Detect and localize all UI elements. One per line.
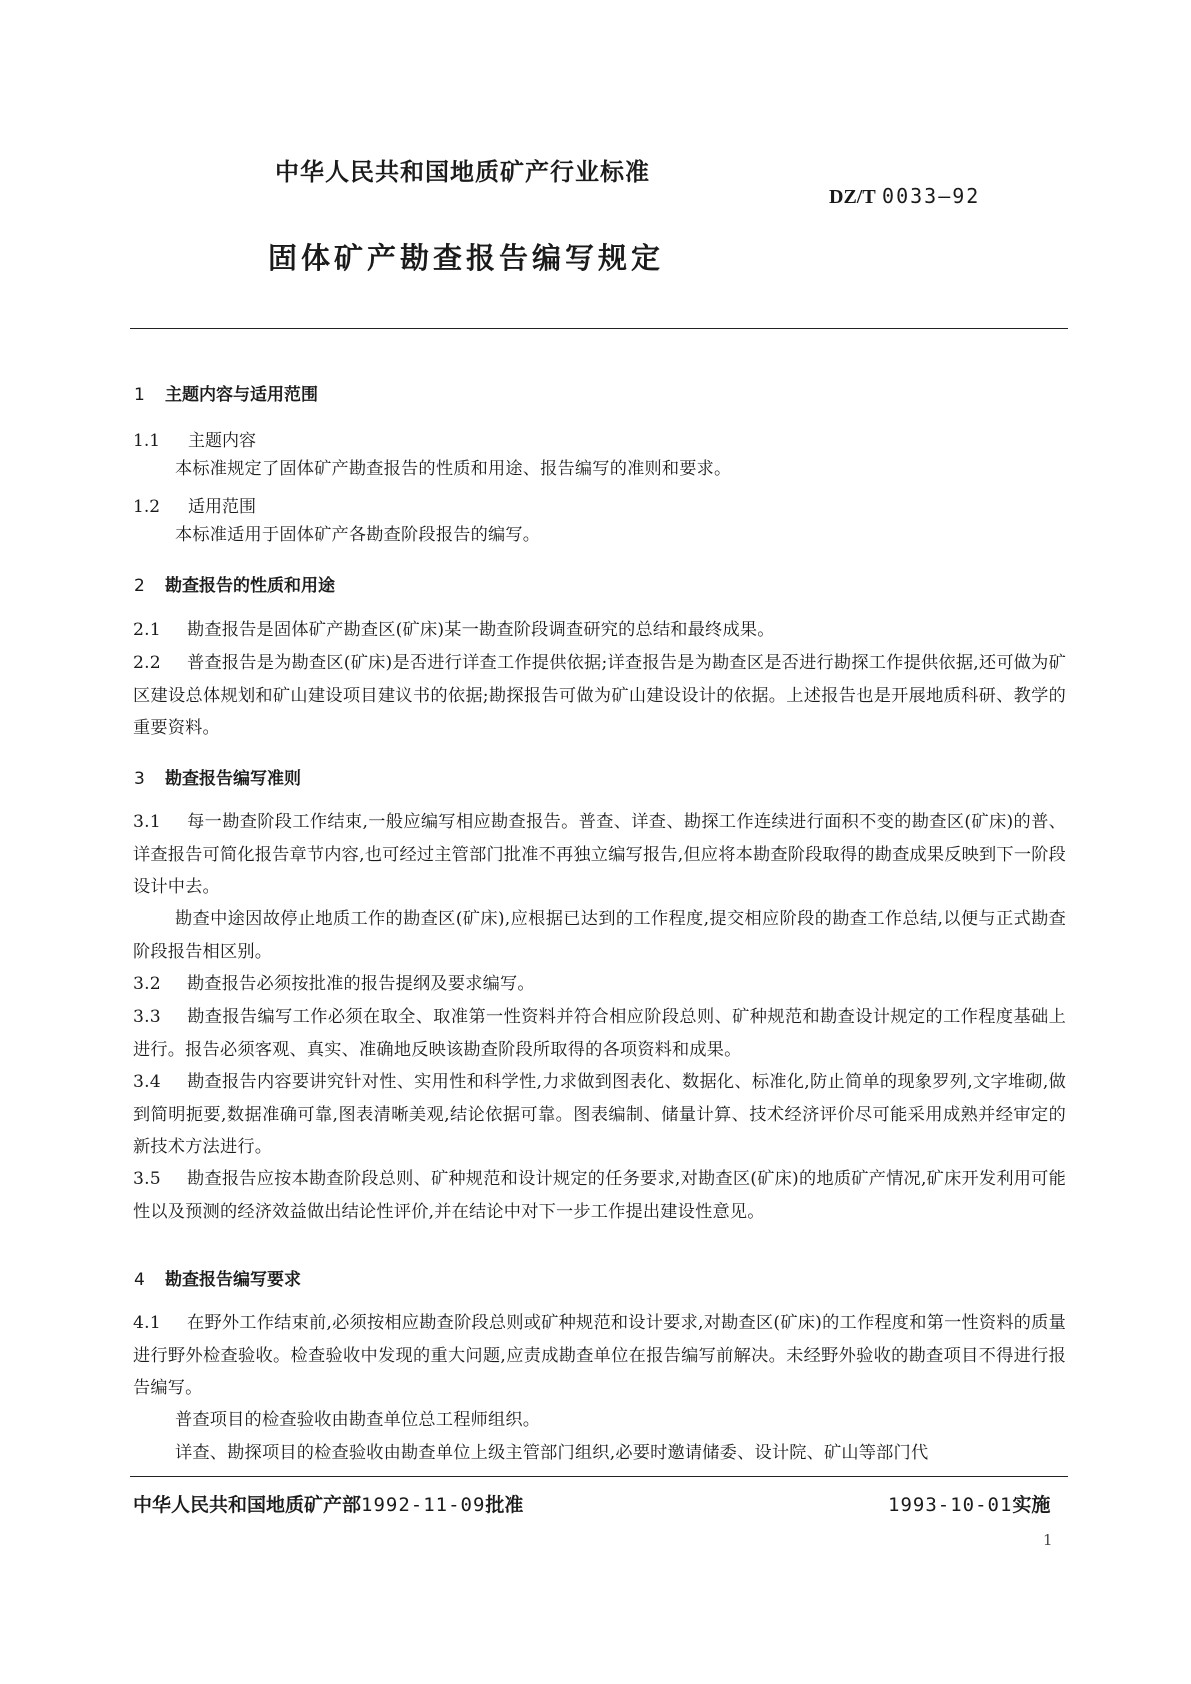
section-number: 3 — [134, 769, 145, 789]
clause-number: 2.1 — [133, 620, 161, 640]
clause-number: 2.2 — [133, 653, 161, 673]
clause-text: 在野外工作结束前,必须按相应勘查阶段总则或矿种规范和设计要求,对勘查区(矿床)的工作程度和第一性资料的质量进行野外检查验收。检查验收中发现的重大问题,应责成勘查单位在报告编写前解决。未经野外验收的勘查项目不得进行报告编写。 — [133, 1313, 1066, 1398]
clause-3-4 — [133, 1066, 1066, 1164]
effective-line — [888, 1490, 1050, 1517]
subsection-1-2-heading — [133, 492, 256, 517]
clause-1-2-text: 本标准适用于固体矿产各勘查阶段报告的编写。 — [175, 525, 541, 545]
clause-3-3 — [133, 1001, 1066, 1066]
clause-number: 3.3 — [133, 1007, 161, 1027]
clause-number: 1.2 — [133, 497, 161, 517]
approval-date: 1992-11-09 — [361, 1494, 486, 1516]
section-2-heading — [134, 571, 335, 596]
section-number: 2 — [134, 576, 145, 596]
section-number: 1 — [134, 385, 145, 405]
standard-organization: 中华人民共和国地质矿产行业标准 — [275, 158, 650, 186]
effective-date: 1993-10-01 — [888, 1494, 1013, 1516]
clause-3-5 — [133, 1163, 1066, 1228]
approval-suffix: 批准 — [485, 1494, 524, 1516]
section-title: 勘查报告编写要求 — [165, 1270, 301, 1290]
standard-code-prefix: DZ/T — [829, 186, 876, 208]
clause-number: 3.1 — [133, 812, 161, 832]
clause-text: 普查报告是为勘查区(矿床)是否进行详查工作提供依据;详查报告是为勘查区是否进行勘探工作提供依据,还可做为矿区建设总体规划和矿山建设项目建议书的依据;勘探报告可做为矿山建设设计的依据。上述报告也是开展地质科研、教学的重要资料。 — [133, 653, 1066, 738]
section-title: 勘查报告编写准则 — [165, 769, 301, 789]
clause-number: 4.1 — [133, 1313, 161, 1333]
clause-3-1-note: 勘查中途因故停止地质工作的勘查区(矿床),应根据已达到的工作程度,提交相应阶段的勘查工作总结,以便与正式勘查阶段报告相区别。 — [133, 909, 1066, 962]
section-title: 勘查报告的性质和用途 — [165, 576, 335, 596]
approval-line — [133, 1490, 523, 1517]
section-number: 4 — [134, 1270, 145, 1290]
section-4-heading — [134, 1265, 301, 1290]
clause-title: 适用范围 — [188, 497, 256, 517]
clause-3-2 — [133, 968, 1066, 1001]
clause-2-1 — [133, 614, 1066, 647]
clause-3-1 — [133, 806, 1066, 904]
footer-divider — [130, 1476, 1068, 1477]
clause-number: 1.1 — [133, 431, 161, 451]
clause-title: 主题内容 — [188, 431, 256, 451]
clause-text: 勘查报告必须按批准的报告提纲及要求编写。 — [187, 974, 535, 994]
clause-text: 勘查报告是固体矿产勘查区(矿床)某一勘查阶段调查研究的总结和最终成果。 — [187, 620, 775, 640]
clause-4-1 — [133, 1307, 1066, 1405]
clause-text: 每一勘查阶段工作结束,一般应编写相应勘查报告。普查、详查、勘探工作连续进行面积不变的勘查区(矿床)的普、详查报告可简化报告章节内容,也可经过主管部门批准不再独立编写报告,但应将本勘查阶段取得的勘查成果反映到下一阶段设计中去。 — [133, 812, 1066, 897]
section-3-heading — [134, 764, 301, 789]
section-title: 主题内容与适用范围 — [165, 385, 318, 405]
document-title: 固体矿产勘查报告编写规定 — [268, 241, 665, 275]
clause-number: 3.4 — [133, 1072, 161, 1092]
clause-text: 勘查报告编写工作必须在取全、取准第一性资料并符合相应阶段总则、矿种规范和勘查设计规定的工作程度基础上进行。报告必须客观、真实、准确地反映该勘查阶段所取得的各项资料和成果。 — [133, 1007, 1066, 1060]
subsection-1-1-heading — [133, 426, 256, 451]
clause-4-1-note-1: 普查项目的检查验收由勘查单位总工程师组织。 — [175, 1410, 541, 1430]
clause-number: 3.2 — [133, 974, 161, 994]
clause-text: 勘查报告内容要讲究针对性、实用性和科学性,力求做到图表化、数据化、标准化,防止简单的现象罗列,文字堆砌,做到简明扼要,数据准确可靠,图表清晰美观,结论依据可靠。图表编制、储量计算、技术经济评价尽可能采用成熟并经审定的新技术方法进行。 — [133, 1072, 1066, 1157]
header-divider — [130, 328, 1068, 329]
clause-4-1-note-2: 详查、勘探项目的检查验收由勘查单位上级主管部门组织,必要时邀请储委、设计院、矿山等部门代 — [175, 1443, 929, 1463]
standard-code-number: 0033—92 — [882, 184, 981, 208]
clause-number: 3.5 — [133, 1169, 161, 1189]
page-number: 1 — [1043, 1531, 1053, 1549]
clause-1-1-text: 本标准规定了固体矿产勘查报告的性质和用途、报告编写的准则和要求。 — [175, 459, 732, 479]
standard-code — [829, 184, 980, 209]
approval-org: 中华人民共和国地质矿产部 — [133, 1494, 362, 1516]
section-1-heading — [134, 380, 318, 405]
clause-text: 勘查报告应按本勘查阶段总则、矿种规范和设计规定的任务要求,对勘查区(矿床)的地质矿产情况,矿床开发利用可能性以及预测的经济效益做出结论性评价,并在结论中对下一步工作提出建设性意见。 — [133, 1169, 1066, 1222]
clause-2-2 — [133, 647, 1066, 745]
effective-suffix: 实施 — [1012, 1494, 1051, 1516]
